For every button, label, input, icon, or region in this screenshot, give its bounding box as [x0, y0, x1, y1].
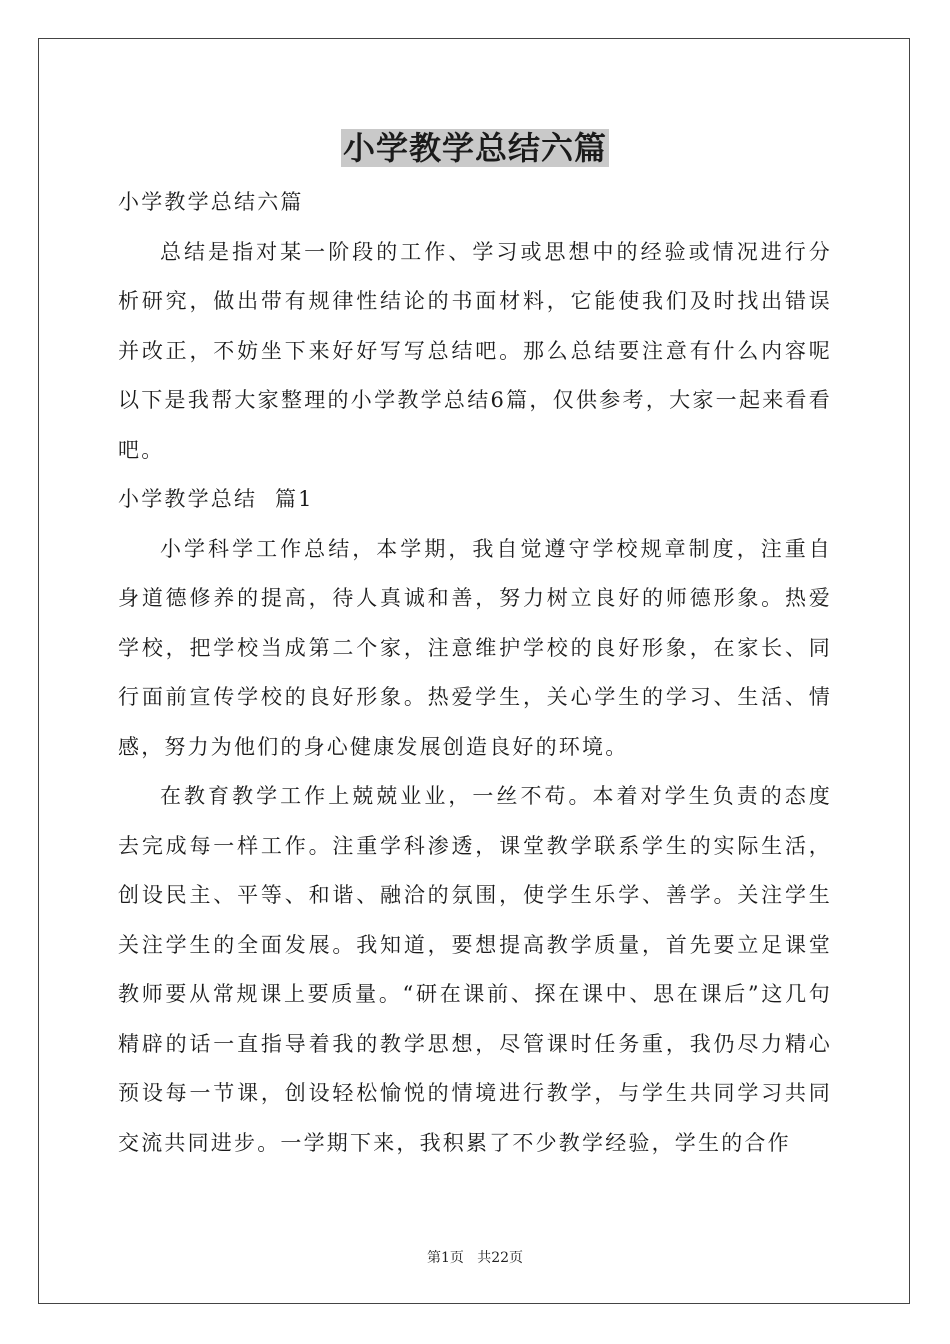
document-body	[118, 178, 832, 1168]
section-paragraph-1: 小学科学工作总结，本学期，我自觉遵守学校规章制度，注重自身道德修养的提高，待人真诚和善，努力树立良好的师德形象。热爱学校，把学校当成第二个家，注意维护学校的良好形象，在家长、同行面前宣传学校的良好形象。热爱学生，关心学生的学习、生活、情感，努力为他们的身心健康发展创造良好的环境。	[118, 536, 832, 759]
document-title	[0, 126, 950, 170]
document-subtitle: 小学教学总结六篇	[118, 190, 304, 214]
intro-paragraph: 总结是指对某一阶段的工作、学习或思想中的经验或情况进行分析研究，做出带有规律性结论的书面材料，它能使我们及时找出错误并改正，不妨坐下来好好写写总结吧。那么总结要注意有什么内容呢以下是我帮大家整理的小学教学总结6篇，仅供参考，大家一起来看看吧。	[118, 239, 832, 462]
section-paragraph-2: 在教育教学工作上兢兢业业，一丝不苟。本着对学生负责的态度去完成每一样工作。注重学科渗透，课堂教学联系学生的实际生活，创设民主、平等、和谐、融洽的氛围，使学生乐学、善学。关注学生关注学生的全面发展。我知道，要想提高教学质量，首先要立足课堂教师要从常规课上要质量。“研在课前、探在课中、思在课后”这几句精辟的话一直指导着我的教学思想，尽管课时任务重，我仍尽力精心预设每一节课，创设轻松愉悦的情境进行教学，与学生共同学习共同交流共同进步。一学期下来，我积累了不少教学经验，学生的合作	[118, 784, 832, 1155]
page-number: 第1页 共22页	[426, 1250, 524, 1266]
page-footer	[0, 1248, 950, 1268]
document-title-text: 小学教学总结六篇	[342, 129, 607, 167]
section-heading: 小学教学总结 篇1	[118, 487, 314, 511]
